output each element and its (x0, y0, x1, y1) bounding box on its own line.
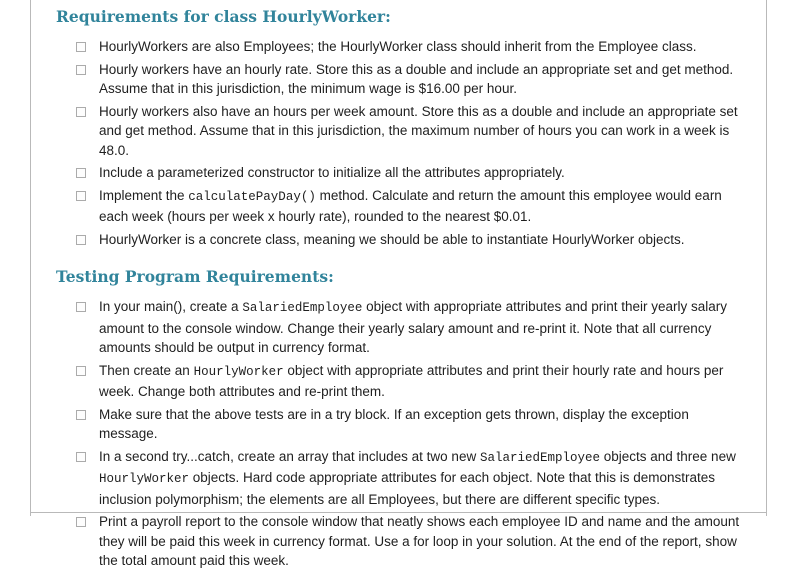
list-item-text (99, 230, 742, 250)
list-item (76, 37, 742, 57)
code-span: HourlyWorker (99, 472, 190, 486)
list-item-text (99, 102, 742, 161)
text-span: object with appropriate attributes and print their yearly salary amount to the console window. Change their yearly salary amount and re-print it. Note that all currency amounts should be output in currency format. (99, 299, 728, 355)
text-span: HourlyWorkers are also Employees; the HourlyWorker class should inherit from the Employee class. (99, 39, 697, 54)
code-span: HourlyWorker (193, 364, 284, 379)
checkbox-bullet-icon (76, 410, 86, 420)
section-heading: Testing Program Requirements: (56, 267, 334, 286)
list-item (76, 447, 742, 510)
text-span: Print a payroll report to the console window that neatly shows each employee ID and name and the amount they will be paid this week in currency format. Use a for loop in your solution. At the end of the report, show the total amount paid this week. (99, 514, 740, 568)
checkbox-bullet-icon (76, 517, 86, 527)
text-span: objects. Hard code appropriate attributes for each object. Note that this is demonstrates inclusion polymorphism; the elements are all Employees, but there are different specific types. (99, 470, 716, 507)
text-span: In a second try...catch, create an array that includes at two new (99, 448, 480, 464)
text-span: HourlyWorker is a concrete class, meaning we should be able to instantiate HourlyWorker objects. (99, 231, 685, 247)
list-item (76, 186, 742, 227)
list-item (76, 405, 742, 444)
checkbox-bullet-icon (76, 168, 86, 178)
checkbox-bullet-icon (76, 366, 86, 376)
list-item-text (99, 186, 742, 227)
code-span: calculatePayDay() (188, 189, 316, 204)
list-item-text (99, 163, 742, 183)
list-item-text (99, 512, 742, 571)
list-item-text (99, 405, 742, 444)
list-item (76, 60, 742, 99)
checkbox-bullet-icon (76, 452, 86, 462)
checkbox-bullet-icon (76, 107, 86, 117)
requirements-list (56, 297, 742, 571)
text-span: Make sure that the above tests are in a try block. If an exception gets thrown, display the exception message. (99, 406, 689, 441)
list-item-text (99, 447, 742, 510)
section-heading: Requirements for class HourlyWorker: (56, 7, 391, 26)
list-item (76, 163, 742, 183)
checkbox-bullet-icon (76, 302, 86, 312)
text-span: Hourly workers have an hourly rate. Store this as a double and include an appropriate set and get method. Assume that in this jurisdiction, the minimum wage is $16.00 per hour. (99, 61, 734, 96)
code-span: SalariedEmployee (242, 301, 363, 315)
text-span: Then create an (99, 362, 194, 378)
checkbox-bullet-icon (76, 65, 86, 75)
page-border-right (766, 0, 767, 516)
text-span: method. Calculate and return the amount this employee would earn each week (hours per week x hourly rate), rounded to the nearest $0.01. (99, 187, 722, 224)
list-item-text (99, 60, 742, 99)
text-span: object with appropriate attributes and print their hourly rate and hours per week. Change both attributes and re-print them. (99, 362, 724, 399)
section-testing-program-requirements (56, 266, 742, 571)
text-span: In your main(), create a (99, 299, 243, 314)
checkbox-bullet-icon (76, 235, 86, 245)
requirements-list (56, 37, 742, 249)
section-hourlyworker-requirements (56, 6, 742, 249)
list-item-text (99, 361, 742, 402)
text-span: objects and three new (599, 448, 736, 464)
list-item (76, 297, 742, 358)
text-span: Hourly workers also have an hours per week amount. Store this as a double and include an appropriate set and get method. Assume that in this jurisdiction, the maximum number of hours you can work in a week is 48.0. (99, 103, 738, 158)
list-item-text (99, 37, 742, 57)
checkbox-bullet-icon (76, 191, 86, 201)
list-item (76, 512, 742, 571)
list-item-text (99, 297, 742, 358)
text-span: Implement the (99, 187, 189, 203)
document-content (31, 0, 766, 568)
code-span: SalariedEmployee (479, 450, 600, 465)
list-item (76, 102, 742, 161)
list-item (76, 361, 742, 402)
list-item (76, 230, 742, 250)
checkbox-bullet-icon (76, 42, 86, 52)
text-span: Include a parameterized constructor to initialize all the attributes appropriately. (99, 165, 565, 180)
